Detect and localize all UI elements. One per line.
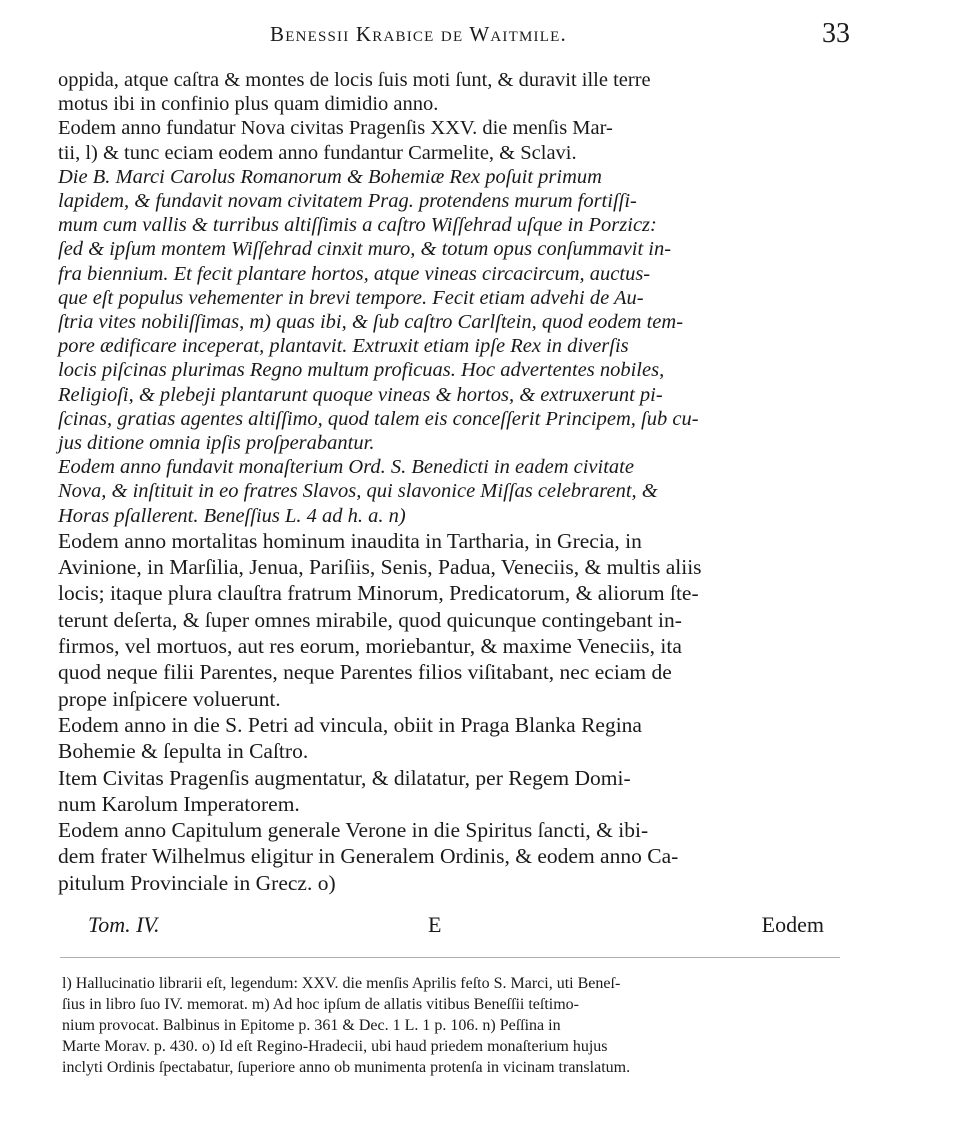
page-header <box>60 18 850 58</box>
text-line: quod neque filii Parentes, neque Parentes filios viſitabant, nec eciam de <box>58 660 672 685</box>
text-line: lapidem, & fundavit novam civitatem Prag. protendens murum fortiſſi- <box>58 190 637 213</box>
footnote-line: ſius in libro ſuo IV. memorat. m) Ad hoc ipſum de allatis vitibus Beneſſii teſtimo- <box>62 996 579 1013</box>
text-line: que eſt populus vehementer in brevi tempore. Fecit etiam advehi de Au- <box>58 286 644 309</box>
text-line: dem frater Wilhelmus eligitur in Generalem Ordinis, & eodem anno Ca- <box>58 844 679 869</box>
footnotes <box>62 973 832 1078</box>
text-line: Horas pſallerent. Beneſſius L. 4 ad h. a. n) <box>58 504 406 527</box>
italic-passage-monastery <box>58 455 840 528</box>
text-line: Die B. Marci Carolus Romanorum & Bohemiæ Rex poſuit primum <box>58 165 602 188</box>
text-line: prope inſpicere voluerunt. <box>58 686 281 711</box>
paragraph-mortality <box>58 528 840 712</box>
text-line: mum cum vallis & turribus altiſſimis a caſtro Wiſſehrad uſque in Porzicz: <box>58 214 657 237</box>
footnote-divider <box>60 957 840 958</box>
volume-mark: Tom. IV. <box>88 912 160 937</box>
text-line: locis; itaque plura clauſtra fratrum Minorum, Predicatorum, & aliorum ſte- <box>58 581 699 606</box>
text-line: Eodem anno Capitulum generale Verone in die Spiritus ſancti, & ibi- <box>58 818 649 843</box>
catchword: Eodem <box>761 912 824 937</box>
text-line: num Karolum Imperatorem. <box>58 791 300 816</box>
paragraph-blanka <box>58 712 840 765</box>
paragraph-new-town <box>58 116 840 164</box>
footnote-line: nium provocat. Balbinus in Epitome p. 361 & Dec. 1 L. 1 p. 106. n) Peſſina in <box>62 1017 561 1034</box>
text-line: oppida, atque caſtra & montes de locis ſuis moti ſunt, & duravit ille terre <box>58 69 651 91</box>
text-line: motus ibi in confinio plus quam dimidio anno. <box>58 93 439 116</box>
signature-mark: E <box>428 912 442 937</box>
text-line: Item Civitas Pragenſis augmentatur, & dilatatur, per Regem Domi- <box>58 765 631 790</box>
text-line: ſcinas, gratias agentes altiſſimo, quod talem eis conceſſerit Principem, ſub cu- <box>58 407 699 430</box>
signature-line <box>88 912 824 942</box>
page-number: 33 <box>822 18 850 49</box>
paragraph-earthquake <box>58 68 840 116</box>
text-line: Religioſi, & plebeji plantarunt quoque vineas & hortos, & extruxerunt pi- <box>58 383 663 406</box>
text-line: Eodem anno in die S. Petri ad vincula, obiit in Praga Blanka Regina <box>58 712 642 737</box>
text-line: locis piſcinas plurimas Regno multum proficuas. Hoc advertentes nobiles, <box>58 359 665 382</box>
text-line: jus ditione omnia ipſis proſperabantur. <box>58 432 375 455</box>
text-line: ſtria vites nobiliſſimas, m) quas ibi, & ſub caſtro Carlſtein, quod eodem tem- <box>58 311 684 334</box>
text-line: Eodem anno fundavit monaſterium Ord. S. Benedicti in eadem civitate <box>58 456 634 479</box>
footnote-line: Marte Morav. p. 430. o) Id eſt Regino-Hradecii, ubi haud priedem monaſterium hujus <box>62 1038 608 1055</box>
footnote-line: inclyti Ordinis ſpectabatur, ſuperiore anno ob munimenta protenſa in vicinam translatum. <box>62 1059 631 1076</box>
text-line: tii, l) & tunc eciam eodem anno fundantur Carmelite, & Sclavi. <box>58 141 577 164</box>
text-line: pore ædificare inceperat, plantavit. Extruxit etiam ipſe Rex in diverſis <box>58 335 629 358</box>
text-line: pitulum Provinciale in Grecz. o) <box>58 870 336 895</box>
text-line: Bohemie & ſepulta in Caſtro. <box>58 739 309 764</box>
text-line: fra biennium. Et fecit plantare hortos, atque vineas circacircum, auctus- <box>58 262 651 285</box>
text-line: terunt deſerta, & ſuper omnes mirabile, quod quicunque contingebant in- <box>58 607 682 632</box>
footnote-line: l) Hallucinatio librarii eſt, legendum: XXV. die menſis Aprilis feſto S. Marci, uti Beneſ- <box>62 975 621 992</box>
text-line: ſed & ipſum montem Wiſſehrad cinxit muro, & totum opus conſummavit in- <box>58 238 672 261</box>
running-title: Benessii Krabice de Waitmile. <box>270 22 567 46</box>
text-line: Avinione, in Marſilia, Jenua, Pariſiis, Senis, Padua, Veneciis, & multis aliis <box>58 555 702 580</box>
paragraph-civitas <box>58 765 840 818</box>
text-line: Nova, & inſtituit in eo fratres Slavos, qui slavonice Miſſas celebrarent, & <box>58 480 658 503</box>
text-line: firmos, vel mortuos, aut res eorum, moriebantur, & maxime Veneciis, ita <box>58 634 682 659</box>
text-line: Eodem anno mortalitas hominum inaudita in Tartharia, in Grecia, in <box>58 528 642 553</box>
text-line: Eodem anno fundatur Nova civitas Pragenſis XXV. die menſis Mar- <box>58 117 613 140</box>
page-body <box>58 68 840 896</box>
italic-passage-foundation <box>58 165 840 455</box>
paragraph-capitulum <box>58 817 840 896</box>
